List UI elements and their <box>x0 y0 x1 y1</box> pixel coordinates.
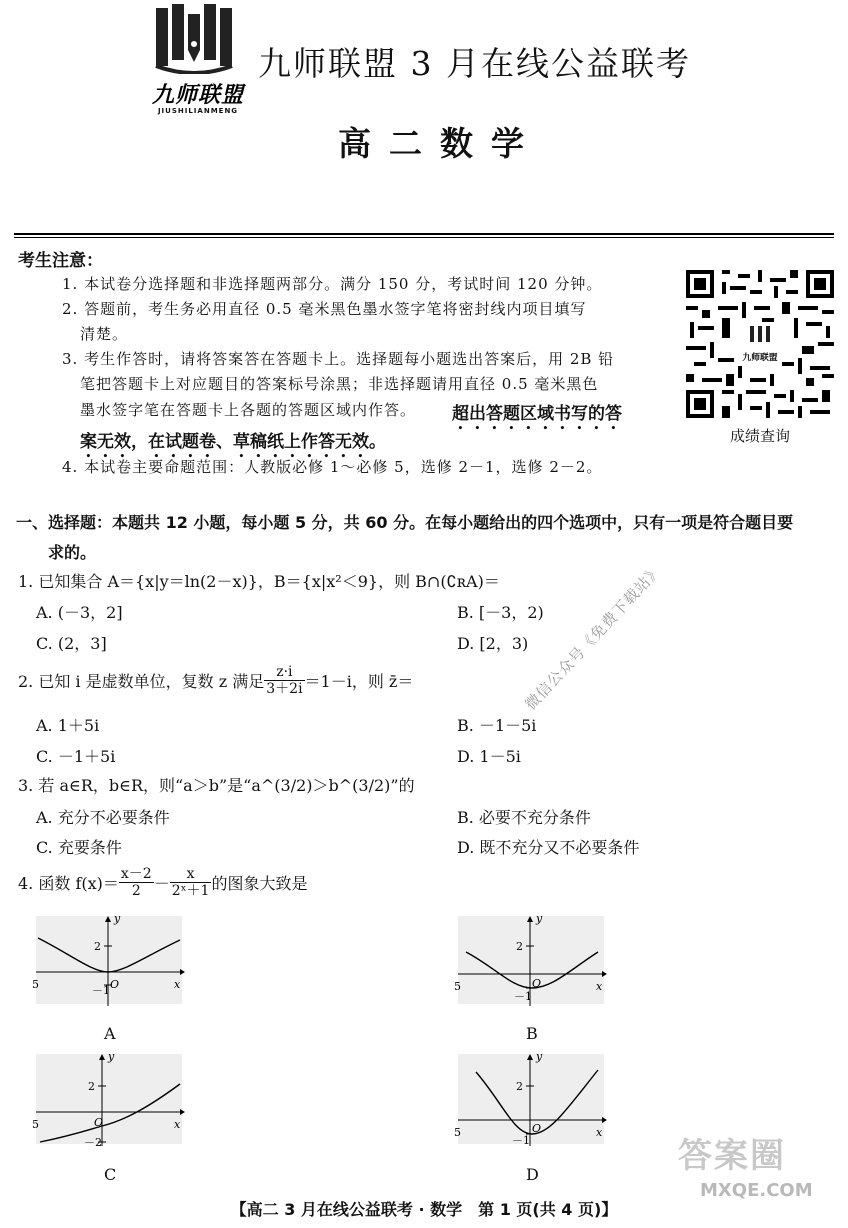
graph-d-x-tick: 5 <box>454 1126 461 1139</box>
watermark-diagonal: 微信公众号《免费下载站》 <box>521 560 666 714</box>
q4-fraction-2 <box>170 866 212 899</box>
q1-option-a: A. (－3，2] <box>36 603 123 622</box>
page-footer: 【高二 3 月在线公益联考 · 数学 第 1 页(共 4 页)】 <box>230 1200 618 1219</box>
notice-emphasis-2: 案无效，在试题卷、草稿纸上作答无效。 <box>80 432 386 452</box>
q2-fraction-numerator: z·i <box>264 664 304 681</box>
logo-english-name: JIUSHILIANMENG <box>157 107 239 115</box>
q4-fraction-1-numerator: x－2 <box>120 866 152 882</box>
graph-d-y-tick-2: 2 <box>516 1080 523 1093</box>
notice-item-3: 3. 考生作答时，请将答案答在答题卡上。选择题每小题选出答案后，用 2B 铅 <box>62 350 615 368</box>
qr-code-icon <box>686 270 834 418</box>
graph-b-y-tick-neg1: －1 <box>514 990 532 1003</box>
notice-heading: 考生注意： <box>18 251 103 271</box>
graph-a-x-label: x <box>174 978 181 991</box>
q4-stem-after: 的图象大致是 <box>211 874 308 893</box>
graph-c <box>30 1050 188 1150</box>
question-1-stem: 1. 已知集合 A＝{x|y＝ln(2－x)}，B＝{x|x²＜9}，则 B∩(∁ʀA)＝ <box>18 572 500 591</box>
q1-option-d: D. [2，3) <box>457 634 529 653</box>
pen-nib-logo-icon <box>154 4 234 74</box>
graph-c-y-label: y <box>108 1050 115 1063</box>
graph-b-y-label: y <box>536 912 543 925</box>
graph-d-origin: O <box>532 1122 542 1135</box>
graph-c-label: C <box>104 1165 117 1184</box>
q1-option-b: B. [－3，2) <box>457 603 544 622</box>
question-2-stem <box>18 664 413 697</box>
notice-item-3-cont1: 笔把答题卡上对应题目的答案标号涂黑；非选择题请用直径 0.5 毫米黑色 <box>80 375 599 393</box>
graph-d-x-label: x <box>596 1126 603 1139</box>
q4-fraction-2-numerator: x <box>170 866 212 883</box>
q4-minus: － <box>153 874 170 893</box>
notice-item-1: 1. 本试卷分选择题和非选择题两部分。满分 150 分，考试时间 120 分钟。 <box>62 275 603 293</box>
exam-subject: 高二数学 <box>338 124 542 163</box>
notice-item-3-cont2: 墨水签字笔在答题卡上各题的答题区域内作答。 <box>80 401 417 419</box>
notice-emphasis-1: 超出答题区域书写的答 <box>452 404 622 424</box>
q2-option-b: B. －1－5i <box>457 716 537 735</box>
graph-a-x-tick: 5 <box>32 978 39 991</box>
q3-option-d: D. 既不充分又不必要条件 <box>457 838 640 857</box>
watermark-url: MXQE.COM <box>700 1180 813 1201</box>
watermark-logo-text: 答案圈 <box>678 1136 786 1176</box>
header-divider <box>14 233 834 235</box>
graph-a-y-tick-neg1: －1 <box>92 984 110 997</box>
graph-b-y-tick-2: 2 <box>516 940 523 953</box>
graph-a-y-tick-2: 2 <box>94 940 101 953</box>
graph-b-origin: O <box>532 977 542 990</box>
q2-fraction <box>264 664 304 697</box>
q3-option-c: C. 充要条件 <box>36 838 122 857</box>
graph-b-x-tick: 5 <box>454 980 461 993</box>
q4-fraction-1 <box>119 866 154 899</box>
q2-stem-after: ＝1－i，则 z̄＝ <box>304 672 414 691</box>
q1-option-c: C. (2，3] <box>36 634 107 653</box>
q4-fraction-2-denominator: 2ˣ＋1 <box>171 883 210 899</box>
q3-option-a: A. 充分不必要条件 <box>36 808 170 827</box>
graph-c-y-tick-2: 2 <box>88 1080 95 1093</box>
q2-option-c: C. －1＋5i <box>36 747 116 766</box>
notice-item-2-cont: 清楚。 <box>80 325 129 343</box>
graph-a-origin: O <box>110 978 120 991</box>
section-heading-line1: 一、选择题：本题共 12 小题，每小题 5 分，共 60 分。在每小题给出的四个选项中，只有一项是符合题目要 <box>16 513 794 532</box>
notice-item-2: 2. 答题前，考生务必用直径 0.5 毫米黑色墨水签字笔将密封线内项目填写 <box>62 300 587 318</box>
exam-title: 九师联盟 3 月在线公益联考 <box>258 44 691 83</box>
graph-d-label: D <box>526 1165 539 1184</box>
q2-stem-before: 2. 已知 i 是虚数单位，复数 z 满足 <box>18 672 265 691</box>
qr-inner-logo: 九师联盟 <box>742 353 778 363</box>
notice-item-4: 4. 本试卷主要命题范围：人教版必修 1～必修 5，选修 2－1，选修 2－2。 <box>62 458 603 476</box>
graph-a-y-label: y <box>114 912 121 925</box>
graph-c-x-tick: 5 <box>32 1118 39 1131</box>
q4-fraction-1-denominator: 2 <box>131 883 141 899</box>
league-logo <box>130 4 260 116</box>
graph-a <box>30 912 188 1010</box>
section-heading <box>16 508 840 568</box>
graph-c-x-label: x <box>174 1118 181 1131</box>
qr-caption: 成绩查询 <box>729 427 790 445</box>
graph-b-x-label: x <box>596 980 603 993</box>
logo-chinese-name: 九师联盟 <box>151 83 244 108</box>
graph-a-label: A <box>104 1024 116 1043</box>
graph-d <box>452 1050 610 1150</box>
q2-fraction-denominator: 3＋2i <box>266 681 303 697</box>
graph-c-origin: O <box>94 1116 104 1129</box>
graph-d-y-label: y <box>536 1050 543 1063</box>
question-3-stem: 3. 若 a∈R，b∈R，则“a＞b”是“a^(3/2)＞b^(3/2)”的 <box>18 776 415 795</box>
graph-b <box>452 912 610 1010</box>
graph-c-y-tick-neg2: －2 <box>84 1136 102 1149</box>
header-divider-thin <box>14 237 834 238</box>
graph-b-label: B <box>526 1024 538 1043</box>
graph-d-y-tick-neg1: －1 <box>512 1134 530 1147</box>
q2-option-d: D. 1－5i <box>457 747 521 766</box>
q2-option-a: A. 1＋5i <box>36 716 100 735</box>
q4-stem-before: 4. 函数 f(x)＝ <box>18 874 119 893</box>
q3-option-b: B. 必要不充分条件 <box>457 808 591 827</box>
question-4-stem <box>18 866 307 899</box>
section-heading-line2: 求的。 <box>48 543 97 562</box>
